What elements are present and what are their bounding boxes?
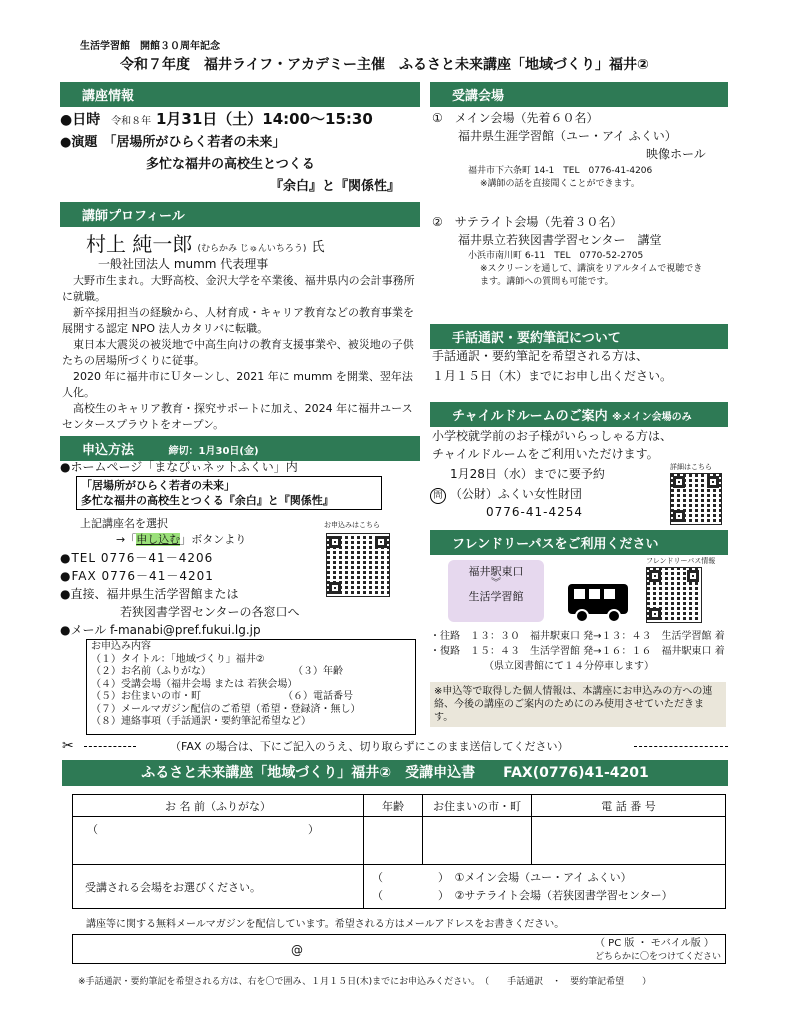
child-phone: 0776-41-4254 <box>486 505 584 519</box>
lecturer-suffix: 氏 <box>311 240 325 255</box>
page-title: 令和７年度 福井ライフ・アカデミー主催 ふるさと未来講座「地域づくり」福井② <box>120 57 649 73</box>
lecturer-name: 村上 純一郎 <box>86 232 193 256</box>
name-paren-open: （ <box>87 823 98 836</box>
cut-line-right <box>634 746 728 747</box>
apply-item: （５）お住まいの市・町 （６）電話番号 <box>91 691 353 702</box>
apply-item-age: （３）年齢 <box>293 666 343 677</box>
child-line3: 1月28日（水）までに要予約 <box>450 467 605 481</box>
date-label: ●日時 <box>60 112 101 128</box>
date-era: 令和８年 <box>111 116 152 127</box>
venue-option-main[interactable]: （ ） ①メイン会場（ユー・アイ ふくい） <box>372 870 632 884</box>
bio-paragraph: 新卒採用担当の経験から、人材育成・キャリア教育などの教育事業を展開する認定 NPO 法人カタリバに転職。 <box>62 306 414 335</box>
col-name: お 名 前（ふりがな） <box>73 795 364 817</box>
name-paren-close: ） <box>308 823 319 836</box>
lecturer <box>86 228 324 257</box>
child-heading <box>430 402 728 427</box>
bio-paragraph: 高校生のキャリア教育・探究サポートに加え、2024 年に福井ユースセンタースプラウトをオープン。 <box>62 402 413 431</box>
footer-note: ※手話通訳・要約筆記を希望される方は、右を〇で囲み、１月１５日(木)までにお申込みください。 （ 手話通訳 ・ 要約筆記希望 ） <box>78 977 652 987</box>
apply-heading <box>60 436 420 461</box>
apply-fax: ●FAX 0776－41－4201 <box>60 569 214 583</box>
child-heading-note: ※メイン会場のみ <box>612 412 692 423</box>
pc-mobile[interactable]: （ PC 版 ・ モバイル版 ） <box>595 938 714 949</box>
bus-note: （県立図書館にて１４分停車します） <box>484 661 654 672</box>
child-line1: 小学校就学前のお子様がいらっしゃる方は、 <box>432 429 673 443</box>
child-heading-label: チャイルドルームのご案内 <box>452 409 608 424</box>
select-note: 上記講座名を選択 <box>80 517 168 530</box>
box-line1: 「居場所がひらく若者の未来」 <box>81 479 235 492</box>
city-field[interactable] <box>423 817 532 865</box>
bio-paragraph: 2020 年に福井市にＵターンし、2021 年に mumm を開業、翌年法人化。 <box>62 370 413 399</box>
apply-heading-label: 申込方法 <box>82 443 135 458</box>
venue1-title: ① メイン会場（先着６０名） <box>432 111 599 125</box>
bus-outbound: ・往路 １３：３０ 福井駅東口 発→１３：４３ 生活学習館 着 <box>430 631 725 642</box>
bus-route-box <box>448 560 544 622</box>
apply-button[interactable]: 申し込む <box>136 533 181 546</box>
cut-note: （FAX の場合は、下にご記入のうえ、切り取らずにこのまま送信してください） <box>170 740 569 753</box>
chevron-down-icon: ︾ <box>491 578 501 589</box>
cut-line-left <box>84 746 136 747</box>
apply-item: （７）メールマガジン配信のご希望（希望・登録済・無し） <box>91 703 361 715</box>
topic-label: ●演題 <box>60 135 98 150</box>
child-contact-org: （公財）ふくい女性財団 <box>449 487 582 501</box>
topic <box>60 132 400 198</box>
bus-qr-caption: フレンドリーパス情報 <box>646 557 716 565</box>
bus-heading: フレンドリーパスをご利用ください <box>430 530 728 555</box>
course-heading: 講座情報 <box>60 82 420 107</box>
venue1-hall: 映像ホール <box>646 147 706 161</box>
bio-paragraph: 大野市生まれ。大野高校、金沢大学を卒業後、福井県内の会計事務所に就職。 <box>62 274 415 303</box>
date-value: 1月31日（土）14:00～15:30 <box>155 110 373 128</box>
child-qr-code[interactable] <box>670 473 722 525</box>
venue-heading: 受講会場 <box>430 82 728 107</box>
application-form <box>72 794 726 909</box>
apply-button-hint <box>116 532 246 547</box>
apply-items-box <box>86 639 416 735</box>
bio-paragraph: 東日本大震災の被災地で中高生向けの教育支援事業や、被災地の子供たちの居場所づくりに従事。 <box>62 338 414 367</box>
venue1-name: 福井県生涯学習館（ユー・アイ ふくい） <box>458 129 677 143</box>
child-qr-caption: 詳細はこちら <box>670 463 712 471</box>
course-name-box <box>76 476 382 510</box>
venue2-name: 福井県立若狭図書学習センター 講堂 <box>458 233 662 247</box>
apply-item-tel: （６）電話番号 <box>283 691 353 702</box>
apply-qr-caption: お申込みはこちら <box>324 521 380 529</box>
apply-qr-code[interactable] <box>326 533 390 597</box>
name-field[interactable] <box>73 817 364 865</box>
sign-line2: １月１５日（木）までにお申し出ください。 <box>432 369 673 383</box>
apply-hp: ●ホームページ「まなびぃネットふくい」内 <box>60 460 298 474</box>
profile-heading: 講師プロフィール <box>60 202 420 227</box>
contact-mark-icon: 問 <box>430 488 446 504</box>
apply-item: （８）連絡事項（手話通訳・要約筆記希望など） <box>91 716 311 727</box>
col-tel: 電 話 番 号 <box>532 795 726 817</box>
apply-button-after: 」ボタンより <box>180 533 247 546</box>
apply-direct1: ●直接、福井県生活学習館または <box>60 587 239 601</box>
apply-tel: ●TEL 0776－41－4206 <box>60 551 214 565</box>
venue-label: 受講される会場をお選びください。 <box>73 865 364 909</box>
topic-line1: 「居場所がひらく若者の未来」 <box>103 135 286 150</box>
scissors-icon: ✂ <box>62 738 74 754</box>
mag-note: 講座等に関する無料メールマガジンを配信しています。希望される方はメールアドレスをお書きください。 <box>86 919 565 930</box>
pc-mobile-note: どちらかに〇をつけてください <box>595 952 722 962</box>
form-banner: ふるさと未来講座「地域づくり」福井② 受講申込書 FAX(0776)41-4201 <box>62 760 728 786</box>
bus-return: ・復路 １５：４３ 生活学習館 発→１６：１６ 福井駅東口 着 <box>430 646 725 657</box>
topic-line3: 『余白』と『関係性』 <box>270 179 401 194</box>
lecturer-reading: (むらかみ じゅんいちろう) <box>197 244 307 254</box>
age-field[interactable] <box>364 817 423 865</box>
venue1-note: ※講師の話を直接聞くことができます。 <box>480 179 640 189</box>
bus-icon <box>566 582 632 624</box>
bus-to: 生活学習館 <box>468 590 524 603</box>
header-sub: 生活学習館 開館３０周年記念 <box>80 41 220 52</box>
bus-from: 福井駅東口 <box>468 565 524 578</box>
col-age: 年齢 <box>364 795 423 817</box>
venue2-note1: ※スクリーンを通して、講演をリアルタイムで視聴でき <box>480 264 703 274</box>
apply-deadline: 締切：1月30日(金) <box>168 446 259 457</box>
email-field[interactable] <box>72 934 726 964</box>
col-city: お住まいの市・町 <box>423 795 532 817</box>
apply-item: （１）タイトル：「地域づくり」福井② <box>91 653 265 665</box>
date-row <box>60 108 373 129</box>
apply-item: （４）受講会場（福井会場 または 若狭会場） <box>91 678 298 690</box>
venue2-title: ② サテライト会場（先着３０名） <box>432 215 623 229</box>
items-title: お申込み内容 <box>91 641 151 652</box>
lecturer-org: 一般社団法人 mumm 代表理事 <box>98 257 269 271</box>
venue1-address: 福井市下六条町 14-1 TEL 0776-41-4206 <box>468 166 653 176</box>
venue-select[interactable] <box>364 865 726 909</box>
arrow: →「 <box>116 533 137 546</box>
venue2-note2: ます。講師への質問も可能です。 <box>480 277 614 287</box>
sign-heading: 手話通訳・要約筆記について <box>430 324 728 349</box>
tel-field[interactable] <box>532 817 726 865</box>
privacy-note: ※申込等で取得した個人情報は、本講座にお申込みの方への連絡、今後の講座のご案内のためにのみ使用させていただきます。 <box>430 682 726 727</box>
child-contact <box>430 486 582 504</box>
child-line2: チャイルドルームをご利用いただけます。 <box>432 447 659 461</box>
bus-qr-code[interactable] <box>646 567 702 623</box>
lecturer-bio <box>62 273 418 433</box>
venue2-address: 小浜市南川町 6-11 TEL 0770-52-2705 <box>468 251 644 261</box>
apply-item: （２）お名前（ふりがな） （３）年齢 <box>91 666 343 677</box>
email-at: @ <box>291 943 303 957</box>
venue-option-satellite[interactable]: （ ） ②サテライト会場（若狭図書学習センター） <box>372 888 673 902</box>
topic-line2: 多忙な福井の高校生とつくる <box>146 157 315 172</box>
apply-direct2: 若狭図書学習センターの各窓口へ <box>120 605 300 619</box>
apply-mail: ●メール f-manabi@pref.fukui.lg.jp <box>60 623 261 637</box>
sign-line1: 手話通訳・要約筆記を希望される方は、 <box>432 349 649 363</box>
box-line2: 多忙な福井の高校生とつくる『余白』と『関係性』 <box>81 494 334 507</box>
